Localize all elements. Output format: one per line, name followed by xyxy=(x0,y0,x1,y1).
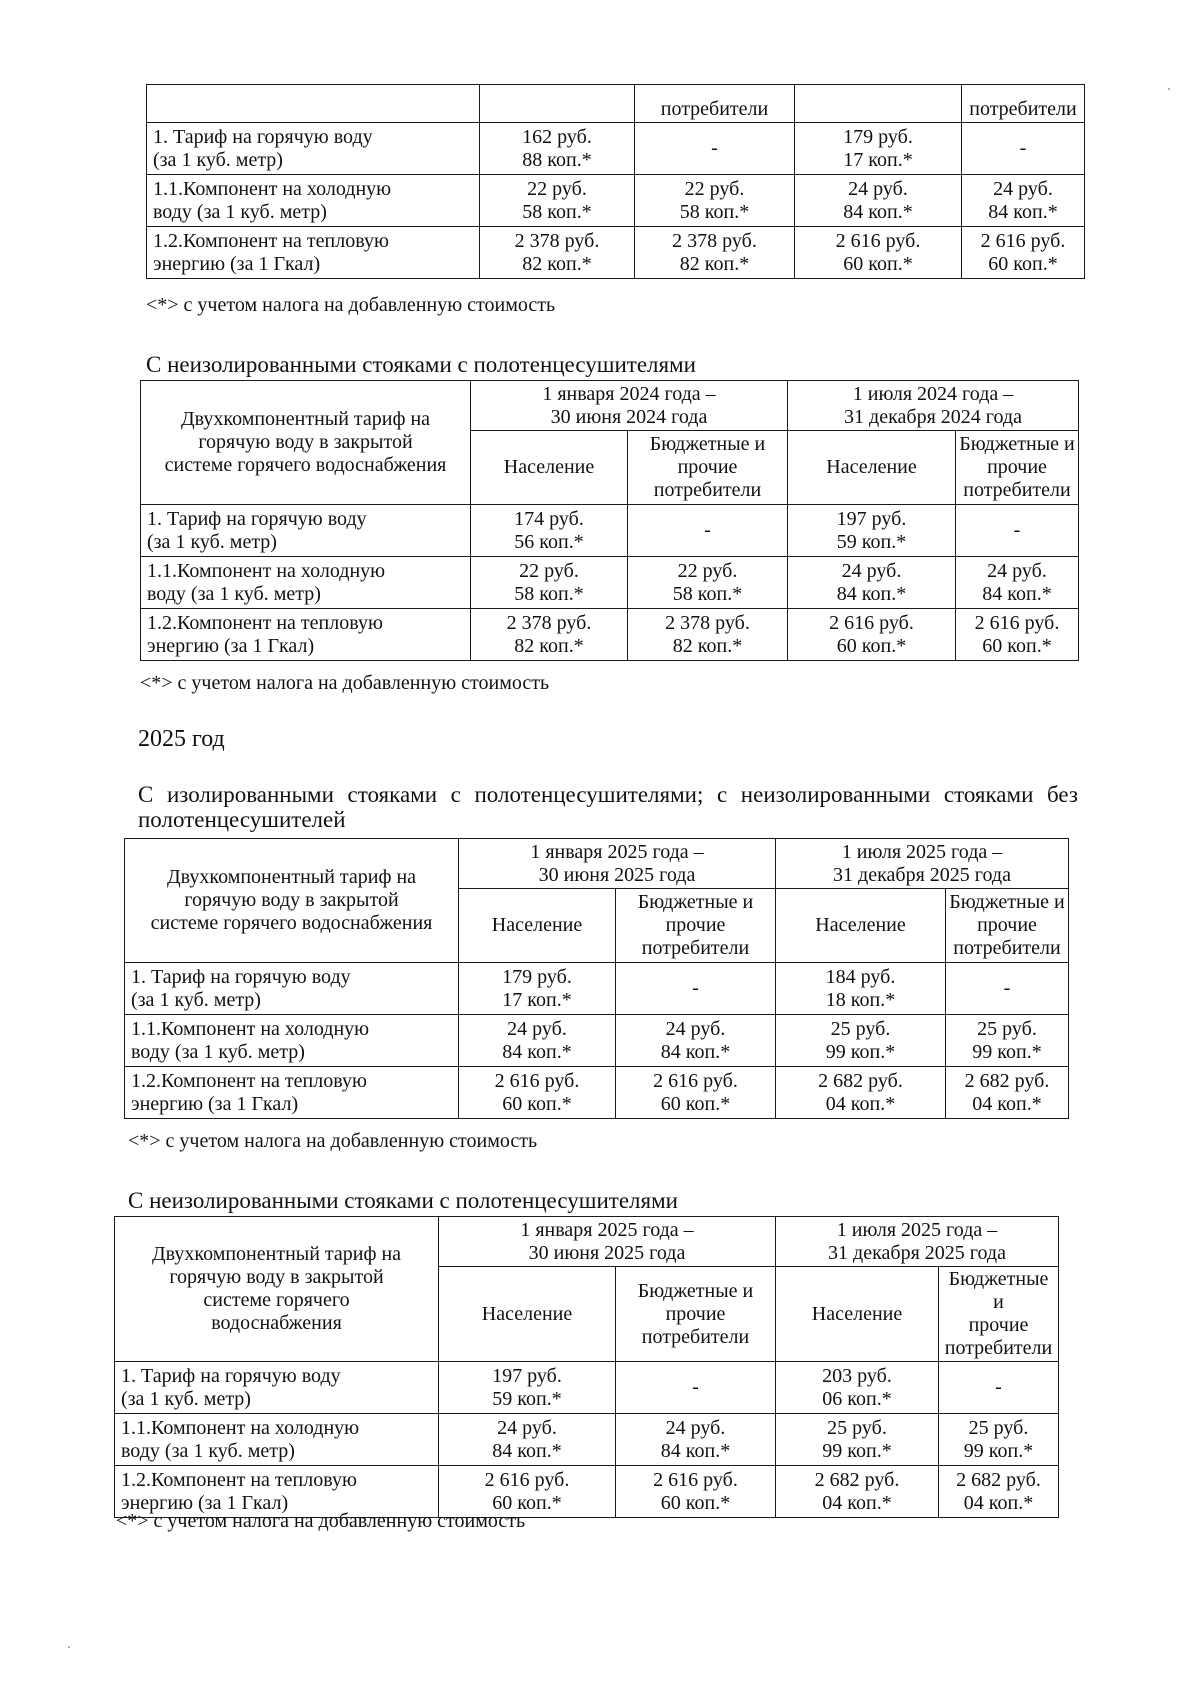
period-header: 1 июля 2024 года – 31 декабря 2024 года xyxy=(788,381,1079,431)
tariff-value: 179 руб. 17 коп.* xyxy=(459,963,616,1015)
column-header-budget: Бюджетные и прочие потребители xyxy=(616,1267,776,1362)
vat-footnote: <*> с учетом налога на добавленную стоимость xyxy=(146,294,556,316)
tariff-table-2025-noniso-block xyxy=(114,1216,1059,1518)
row-label: 1. Тариф на горячую воду (за 1 куб. метр) xyxy=(141,505,471,557)
table-row xyxy=(115,1362,1059,1414)
scan-speck xyxy=(68,1646,70,1648)
tariff-value: 22 руб. 58 коп.* xyxy=(635,175,795,227)
tariff-value: 24 руб. 84 коп.* xyxy=(459,1015,616,1067)
tariff-value: 2 616 руб. 60 коп.* xyxy=(439,1466,616,1518)
tariff-value: - xyxy=(956,505,1079,557)
tariff-value: 2 616 руб. 60 коп.* xyxy=(962,227,1085,279)
table-header-row xyxy=(115,1217,1059,1267)
tariff-value: 162 руб. 88 коп.* xyxy=(480,123,635,175)
table-header-row xyxy=(141,381,1079,431)
table-row xyxy=(115,1414,1059,1466)
row-label: 1. Тариф на горячую воду (за 1 куб. метр) xyxy=(125,963,459,1015)
row-label: 1.1.Компонент на холодную воду (за 1 куб. метр) xyxy=(147,175,480,227)
row-label: 1.1.Компонент на холодную воду (за 1 куб. метр) xyxy=(115,1414,439,1466)
tariff-value: - xyxy=(635,123,795,175)
top-tariff-table-block xyxy=(146,84,1085,279)
tariff-value: 2 616 руб. 60 коп.* xyxy=(616,1067,776,1119)
tariff-table-2024-noniso-block xyxy=(140,380,1079,661)
tariff-value: 24 руб. 84 коп.* xyxy=(962,175,1085,227)
tariff-value: - xyxy=(939,1362,1059,1414)
tariff-value: 179 руб. 17 коп.* xyxy=(795,123,962,175)
tariff-value: 25 руб. 99 коп.* xyxy=(939,1414,1059,1466)
table-subheader-row xyxy=(147,85,1085,123)
tariff-table-2025-iso xyxy=(124,838,1069,1119)
tariff-value: 197 руб. 59 коп.* xyxy=(439,1362,616,1414)
table-row xyxy=(147,227,1085,279)
tariff-value: 197 руб. 59 коп.* xyxy=(788,505,956,557)
column-header-population: Население xyxy=(471,431,628,505)
tariff-value: 24 руб. 84 коп.* xyxy=(788,557,956,609)
tariff-table-2025-iso-block xyxy=(124,838,1069,1119)
table-row xyxy=(141,505,1079,557)
scan-speck xyxy=(1168,88,1170,90)
tariff-value: 24 руб. 84 коп.* xyxy=(616,1414,776,1466)
tariff-value: 174 руб. 56 коп.* xyxy=(471,505,628,557)
column-header-budget: Бюджетные и прочие потребители xyxy=(946,889,1069,963)
tariff-value: - xyxy=(946,963,1069,1015)
tariff-value: 24 руб. 84 коп.* xyxy=(956,557,1079,609)
column-header-budget: Бюджетные и прочие потребители xyxy=(939,1267,1059,1362)
tariff-value: 2 616 руб. 60 коп.* xyxy=(956,609,1079,661)
tariff-value: 24 руб. 84 коп.* xyxy=(795,175,962,227)
tariff-value: 2 616 руб. 60 коп.* xyxy=(788,609,956,661)
row-label: 1.2.Компонент на тепловую энергию (за 1 Гкал) xyxy=(125,1067,459,1119)
row-label: 1. Тариф на горячую воду (за 1 куб. метр) xyxy=(115,1362,439,1414)
table-header-label: Двухкомпонентный тариф на горячую воду в закрытой системе горячего водоснабжения xyxy=(125,839,459,963)
tariff-value: 2 682 руб. 04 коп.* xyxy=(776,1067,946,1119)
year-heading: 2025 год xyxy=(138,726,225,752)
tariff-value: - xyxy=(962,123,1085,175)
row-label: 1.2.Компонент на тепловую энергию (за 1 Гкал) xyxy=(147,227,480,279)
tariff-value: 25 руб. 99 коп.* xyxy=(776,1015,946,1067)
table-header-label: Двухкомпонентный тариф на горячую воду в закрытой системе горячего водоснабжения xyxy=(115,1217,439,1362)
column-header-population: Население xyxy=(439,1267,616,1362)
tariff-value: 2 378 руб. 82 коп.* xyxy=(628,609,788,661)
tariff-table-2024-noniso xyxy=(140,380,1079,661)
row-label: 1.2.Компонент на тепловую энергию (за 1 Гкал) xyxy=(141,609,471,661)
table-row xyxy=(141,609,1079,661)
table-row xyxy=(125,1015,1069,1067)
tariff-value: 22 руб. 58 коп.* xyxy=(480,175,635,227)
period-header: 1 января 2024 года – 30 июня 2024 года xyxy=(471,381,788,431)
subheader-cell: потребители xyxy=(635,85,795,123)
period-header: 1 января 2025 года – 30 июня 2025 года xyxy=(459,839,776,889)
table-row xyxy=(147,175,1085,227)
subheader-cell xyxy=(147,85,480,123)
column-header-budget: Бюджетные и прочие потребители xyxy=(628,431,788,505)
period-header: 1 января 2025 года – 30 июня 2025 года xyxy=(439,1217,776,1267)
row-label: 1. Тариф на горячую воду (за 1 куб. метр) xyxy=(147,123,480,175)
tariff-value: 22 руб. 58 коп.* xyxy=(628,557,788,609)
subheader-cell: потребители xyxy=(962,85,1085,123)
tariff-value: - xyxy=(628,505,788,557)
tariff-value: 184 руб. 18 коп.* xyxy=(776,963,946,1015)
row-label: 1.1.Компонент на холодную воду (за 1 куб. метр) xyxy=(141,557,471,609)
tariff-value: 2 378 руб. 82 коп.* xyxy=(635,227,795,279)
tariff-value: 203 руб. 06 коп.* xyxy=(776,1362,939,1414)
vat-footnote: <*> с учетом налога на добавленную стоимость xyxy=(140,672,550,694)
tariff-value: 25 руб. 99 коп.* xyxy=(776,1414,939,1466)
table-row xyxy=(125,1067,1069,1119)
column-header-population: Население xyxy=(776,889,946,963)
table-row xyxy=(141,557,1079,609)
tariff-value: 2 682 руб. 04 коп.* xyxy=(776,1466,939,1518)
column-header-population: Население xyxy=(776,1267,939,1362)
tariff-value: 24 руб. 84 коп.* xyxy=(439,1414,616,1466)
vat-footnote: <*> с учетом налога на добавленную стоимость xyxy=(116,1510,526,1532)
top-tariff-table xyxy=(146,84,1085,279)
tariff-value: 2 682 руб. 04 коп.* xyxy=(939,1466,1059,1518)
tariff-value: 2 616 руб. 60 коп.* xyxy=(616,1466,776,1518)
tariff-value: - xyxy=(616,1362,776,1414)
tariff-value: 2 378 руб. 82 коп.* xyxy=(480,227,635,279)
tariff-value: - xyxy=(616,963,776,1015)
subheader-cell xyxy=(480,85,635,123)
subheader-cell xyxy=(795,85,962,123)
tariff-value: 25 руб. 99 коп.* xyxy=(946,1015,1069,1067)
tariff-value: 2 682 руб. 04 коп.* xyxy=(946,1067,1069,1119)
table-header-label: Двухкомпонентный тариф на горячую воду в закрытой системе горячего водоснабжения xyxy=(141,381,471,505)
row-label: 1.2.Компонент на тепловую энергию (за 1 Гкал) xyxy=(115,1466,439,1518)
section-heading: С неизолированными стояками с полотенцесушителями xyxy=(146,352,696,377)
row-label: 1.1.Компонент на холодную воду (за 1 куб. метр) xyxy=(125,1015,459,1067)
period-header: 1 июля 2025 года – 31 декабря 2025 года xyxy=(776,1217,1059,1267)
table-row xyxy=(147,123,1085,175)
vat-footnote: <*> с учетом налога на добавленную стоимость xyxy=(128,1130,538,1152)
column-header-population: Население xyxy=(788,431,956,505)
tariff-value: 22 руб. 58 коп.* xyxy=(471,557,628,609)
column-header-budget: Бюджетные и прочие потребители xyxy=(616,889,776,963)
period-header: 1 июля 2025 года – 31 декабря 2025 года xyxy=(776,839,1069,889)
table-header-row xyxy=(125,839,1069,889)
section-heading: С изолированными стояками с полотенцесушителями; с неизолированными стояками без полотенцесушителей xyxy=(138,782,1078,832)
column-header-budget: Бюджетные и прочие потребители xyxy=(956,431,1079,505)
tariff-value: 2 378 руб. 82 коп.* xyxy=(471,609,628,661)
column-header-population: Население xyxy=(459,889,616,963)
tariff-value: 2 616 руб. 60 коп.* xyxy=(795,227,962,279)
tariff-table-2025-noniso xyxy=(114,1216,1059,1518)
tariff-value: 2 616 руб. 60 коп.* xyxy=(459,1067,616,1119)
table-row xyxy=(125,963,1069,1015)
tariff-value: 24 руб. 84 коп.* xyxy=(616,1015,776,1067)
section-heading: С неизолированными стояками с полотенцесушителями xyxy=(128,1188,678,1213)
